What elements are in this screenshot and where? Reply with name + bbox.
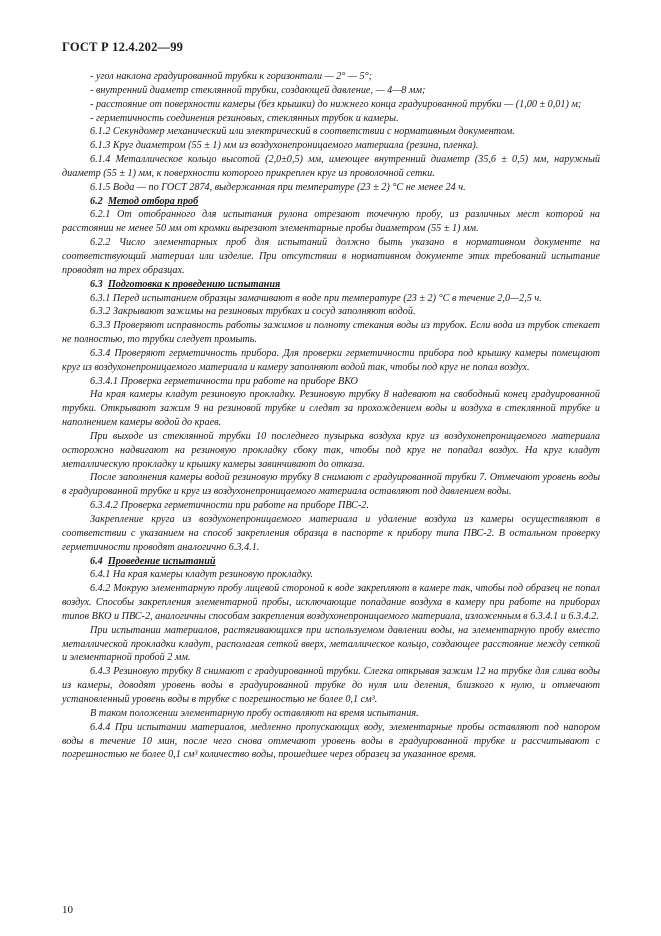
clause-paragraph: 6.4.1 На края камеры кладут резиновую прокладку. xyxy=(90,569,314,581)
clause-paragraph: 6.3.4 Проверяют герметичность прибора. Для проверки герметичности прибора под крышку камеры помещают круг из воздухонепроницаемого материала и камеру заполняют водой так, чтобы под круг не попал воздух. xyxy=(62,347,600,373)
clause-paragraph: На края камеры кладут резиновую прокладку. Резиновую трубку 8 надевают на свободный конец градуированной трубки. Открывают зажим 9 на резиновой трубке и следят за прохождением воды и воздуха в стеклянной трубке и наполнением камеры водой до краев. xyxy=(62,389,600,429)
clause-paragraph: 6.4.4 При испытании материалов, медленно пропускающих воду, элементарные пробы оставляют под напором воды в течение 10 мин, после чего снова отмечают уровень воды в градуированной трубке и рассчитывают с погрешностью не более 0,1 см³ количество воды, прошедшее через образец за указанное время. xyxy=(62,721,600,761)
section-title: Подготовка к проведению испытания xyxy=(107,278,281,290)
requirement-item: - внутренний диаметр стеклянной трубки, создающей давление, — 4—8 мм; xyxy=(90,84,426,96)
clause-paragraph: 6.4.2 Мокрую элементарную пробу лицевой стороной к воде закрепляют в камере так, чтобы под образец не попал воздух. Способы закрепления элементарной пробы, исключающие попадание воздуха в камеру при работе на приборах типов ВКО и ПВС-2, аналогичны способам закрепления воздухонепроницаемого материала, изложенным в 6.3.4.1 и 6.3.4.2. xyxy=(62,583,600,622)
clause-paragraph: 6.1.4 Металлическое кольцо высотой (2,0±0,5) мм, имеющее внутренний диаметр (35,6 ± 0,5) мм, наружный диаметр (55 ± 1) мм, к поверхности которого прикреплен круг из проволочной сетки. xyxy=(62,154,600,179)
clause-paragraph: 6.3.4.2 Проверка герметичности при работе на приборе ПВС-2. xyxy=(90,500,369,512)
clause-paragraph: В таком положении элементарную пробу оставляют на время испытания. xyxy=(90,707,419,719)
clause-paragraph: 6.3.2 Закрывают зажимы на резиновых трубках и сосуд заполняют водой. xyxy=(90,306,416,318)
section-heading xyxy=(62,195,600,209)
section-number: 6.4 xyxy=(90,555,103,567)
section-heading xyxy=(62,555,600,569)
clause-paragraph: После заполнения камеры водой резиновую трубку 8 снимают с градуированной трубки 7. Отмечают уровень воды в градуированной трубке и круг из воздухонепроницаемого материала оставляют под давлением воды. xyxy=(62,472,600,498)
clause-paragraph: При испытании материалов, растягивающихся при используемом давлении воды, на элементарную пробу вместо металлической прокладки кладут, располагая сеткой вверх, металлическое кольцо, создающее расстояние между сеткой и элементарной пробой 2 мм. xyxy=(62,624,600,664)
section-number: 6.2 xyxy=(90,195,103,207)
clause-paragraph: 6.1.5 Вода — по ГОСТ 2874, выдержанная при температуре (23 ± 2) °С не менее 24 ч. xyxy=(90,181,466,193)
standard-header: ГОСТ Р 12.4.202—99 xyxy=(62,40,184,54)
clause-paragraph: При выходе из стеклянной трубки 10 последнего пузырька воздуха круг из воздухонепроницаемого материала осторожно надвигают на резиновую прокладку сбоку так, чтобы под круг не попадал воздух. На круг кладут металлическую прокладку и крышку камеры завинчивают до отказа. xyxy=(62,430,600,470)
section-heading xyxy=(62,278,600,292)
clause-paragraph: 6.2.2 Число элементарных проб для испытаний должно быть указано в нормативном документе на соответствующий материал или изделие. При отсутствии в нормативном документе этих требований испытание проводят на трех образцах. xyxy=(62,237,600,276)
document-body xyxy=(62,70,600,762)
clause-paragraph: 6.3.1 Перед испытанием образцы замачивают в воде при температуре (23 ± 2) °С в течение 2,0—2,5 ч. xyxy=(90,292,542,304)
clause-paragraph: 6.3.4.1 Проверка герметичности при работе на приборе ВКО xyxy=(90,375,358,387)
clause-paragraph: 6.1.2 Секундомер механический или электрический в соответствии с нормативным документом. xyxy=(90,126,515,138)
clause-paragraph: 6.2.1 От отобранного для испытания рулона отрезают точечную пробу, из различных мест которой на расстоянии не менее 50 мм от кромки вырезают элементарные пробы диаметром (55 ± 1) мм. xyxy=(62,209,600,235)
clause-paragraph: 6.1.3 Круг диаметром (55 ± 1) мм из воздухонепроницаемого материала (резина, пленка). xyxy=(90,140,479,152)
section-number: 6.3 xyxy=(90,278,103,290)
requirement-item: - герметичность соединения резиновых, стеклянных трубок и камеры. xyxy=(90,112,399,124)
clause-paragraph: 6.4.3 Резиновую трубку 8 снимают с градуированной трубки. Слегка открывая зажим 12 на трубке для слива воды из камеры, доводят уровень воды в градуированной трубке до нуля или деления, близкого к нулю, и отмечают установленный уровень воды в трубке с погрешностью не более 0,1 см³. xyxy=(62,666,600,705)
requirement-item: - расстояние от поверхности камеры (без крышки) до нижнего конца градуированной трубки — (1,00 ± 0,01) м; xyxy=(90,98,582,110)
clause-paragraph: 6.3.3 Проверяют исправность работы зажимов и полноту стекания воды из трубок. Если вода из трубок стекает не полностью, то трубки следует промыть. xyxy=(62,320,600,346)
section-title: Метод отбора проб xyxy=(107,195,199,207)
page-number: 10 xyxy=(62,904,73,916)
requirement-item: - угол наклона градуированной трубки к горизонтали — 2° — 5°; xyxy=(90,71,373,82)
clause-paragraph: Закрепление круга из воздухонепроницаемого материала и удаление воздуха из камеры осуществляют в соответствии с указанием на способ закрепления образца в паспорте к прибору типа ПВС-2. В остальном проверку герметичности проводят аналогично 6.3.4.1. xyxy=(62,514,600,553)
section-title: Проведение испытаний xyxy=(107,555,216,567)
